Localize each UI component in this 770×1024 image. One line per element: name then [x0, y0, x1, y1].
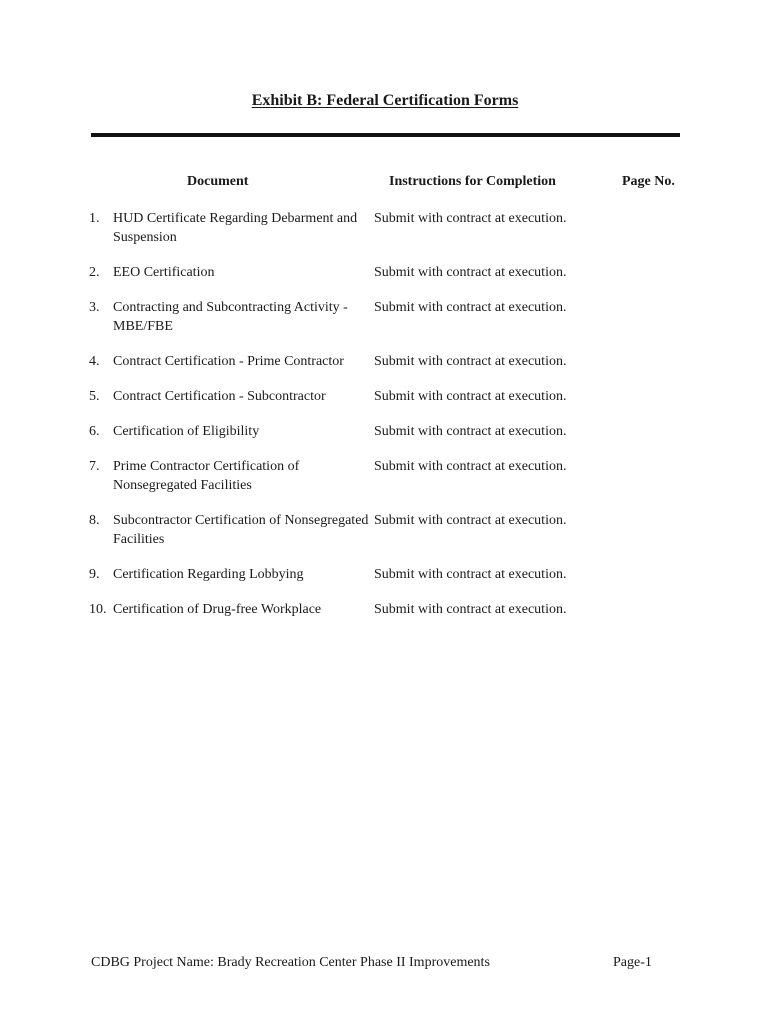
row-number: 5. [89, 389, 100, 404]
row-document: Certification of Drug-free Workplace [113, 602, 322, 617]
row-instructions: Submit with contract at execution. [374, 300, 567, 315]
row-document: EEO Certification [113, 265, 215, 280]
column-header-page: Page No. [622, 174, 675, 189]
table-row [0, 298, 770, 336]
row-number: 10. [89, 602, 107, 617]
row-number: 9. [89, 567, 100, 582]
table-row [0, 352, 770, 371]
table-row [0, 263, 770, 282]
row-document: HUD Certificate Regarding Debarment and Suspension [113, 211, 358, 245]
row-number: 3. [89, 300, 100, 315]
footer-project-name: CDBG Project Name: Brady Recreation Center Phase II Improvements [91, 955, 490, 970]
row-document: Certification of Eligibility [113, 424, 260, 439]
certification-list [0, 209, 770, 619]
column-header-instructions: Instructions for Completion [389, 174, 556, 189]
table-row [0, 457, 770, 495]
table-row [0, 565, 770, 584]
row-instructions: Submit with contract at execution. [374, 459, 567, 474]
row-document: Contract Certification - Prime Contractor [113, 354, 344, 369]
row-document: Contracting and Subcontracting Activity - MBE/FBE [113, 300, 348, 334]
row-document: Prime Contractor Certification of Nonsegregated Facilities [113, 459, 300, 493]
row-number: 1. [89, 211, 100, 226]
row-number: 6. [89, 424, 100, 439]
footer-page-number: Page-1 [613, 955, 652, 970]
row-number: 8. [89, 513, 100, 528]
row-document: Contract Certification - Subcontractor [113, 389, 326, 404]
table-row [0, 209, 770, 247]
row-instructions: Submit with contract at execution. [374, 389, 567, 404]
row-number: 7. [89, 459, 100, 474]
row-instructions: Submit with contract at execution. [374, 602, 567, 617]
row-instructions: Submit with contract at execution. [374, 513, 567, 528]
row-instructions: Submit with contract at execution. [374, 211, 567, 226]
title-divider [91, 133, 680, 137]
row-instructions: Submit with contract at execution. [374, 567, 567, 582]
row-instructions: Submit with contract at execution. [374, 424, 567, 439]
page-title: Exhibit B: Federal Certification Forms [251, 92, 519, 109]
column-header-document: Document [187, 174, 249, 189]
table-row [0, 387, 770, 406]
row-instructions: Submit with contract at execution. [374, 265, 567, 280]
table-row [0, 511, 770, 549]
table-row [0, 422, 770, 441]
row-number: 4. [89, 354, 100, 369]
row-document: Certification Regarding Lobbying [113, 567, 304, 582]
row-document: Subcontractor Certification of Nonsegregated Facilities [113, 513, 369, 547]
row-number: 2. [89, 265, 100, 280]
row-instructions: Submit with contract at execution. [374, 354, 567, 369]
table-row [0, 600, 770, 619]
